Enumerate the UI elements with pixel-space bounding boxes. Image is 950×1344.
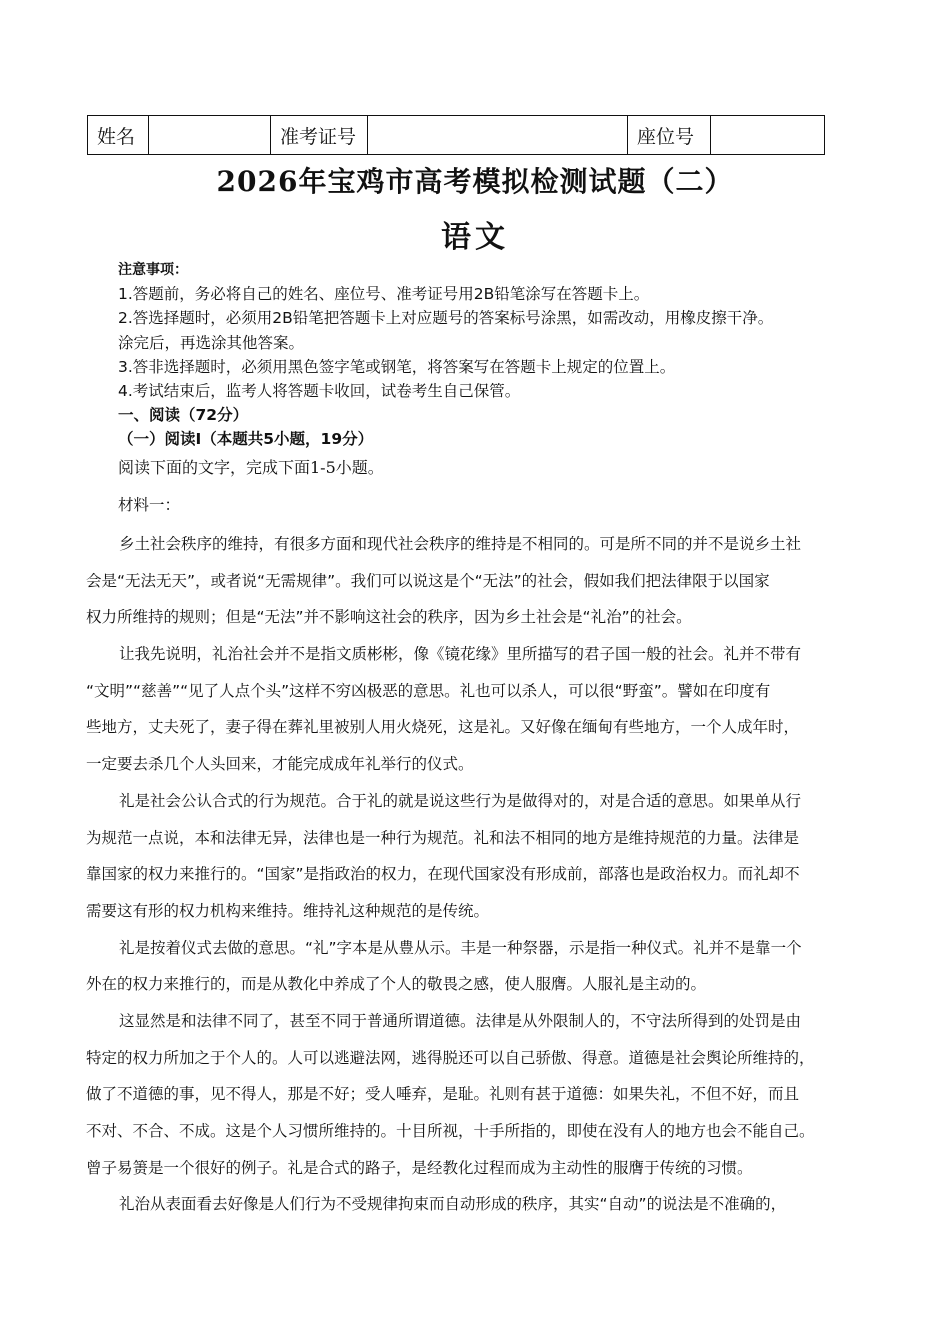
notice-item: 3.答非选择题时，必须用黑色签字笔或钢笔，将答案写在答题卡上规定的位置上。 [118, 357, 676, 376]
passage-line: 权力所维持的规则；但是“无法”并不影响这社会的秩序，因为乡土社会是“礼治”的社会。 [86, 608, 692, 627]
candidate-info-table [87, 115, 825, 155]
notice-heading: 注意事项： [118, 262, 188, 278]
passage-line: 靠国家的权力来推行的。“国家”是指政治的权力，在现代国家没有形成前，部落也是政治权力。而礼却不 [86, 865, 800, 884]
reading-instruction: 阅读下面的文字，完成下面1-5小题。 [118, 458, 384, 477]
notice-item: 1.答题前，务必将自己的姓名、座位号、准考证号用2B铅笔涂写在答题卡上。 [118, 285, 650, 304]
seat-field[interactable] [711, 116, 825, 155]
exam-id-label: 准考证号 [271, 116, 368, 155]
passage-line: 为规范一点说，本和法律无异，法律也是一种行为规范。礼和法不相同的地方是维持规范的力量。法律是 [86, 828, 800, 847]
exam-title: 2026年宝鸡市高考模拟检测试题（二） [216, 165, 734, 198]
passage-line: 礼是社会公认合式的行为规范。合于礼的就是说这些行为是做得对的，对是合适的意思。如果单从行 [119, 791, 802, 810]
notice-item: 4.考试结束后，监考人将答题卡收回，试卷考生自己保管。 [118, 382, 521, 401]
passage-line: 礼是按着仪式去做的意思。“礼”字本是从豊从示。丰是一种祭器，示是指一种仪式。礼并不是靠一个 [119, 938, 802, 957]
name-field[interactable] [149, 116, 271, 155]
passage-line: 需要这有形的权力机构来维持。维持礼这种规范的是传统。 [86, 901, 490, 920]
passage-line: 让我先说明，礼治社会并不是指文质彬彬，像《镜花缘》里所描写的君子国一般的社会。礼并不带有 [119, 645, 802, 664]
passage-line: 乡土社会秩序的维持，有很多方面和现代社会秩序的维持是不相同的。可是所不同的并不是说乡土社 [119, 535, 802, 553]
seat-label: 座位号 [628, 116, 711, 155]
passage-line: 特定的权力所加之于个人的。人可以逃避法网，逃得脱还可以自己骄傲、得意。道德是社会舆论所维持的， [86, 1048, 815, 1067]
passage-line: 礼治从表面看去好像是人们行为不受规律拘束而自动形成的秩序，其实“自动”的说法是不准确的， [119, 1195, 787, 1214]
passage-line: “文明”“慈善”“见了人点个头”这样不穷凶极恶的意思。礼也可以杀人，可以很“野蛮”。譬如在印度有 [86, 681, 771, 700]
exam-subject: 语文 [441, 220, 509, 255]
passage-line: 曾子易箦是一个很好的例子。礼是合式的路子，是经教化过程而成为主动性的服膺于传统的习惯。 [86, 1158, 753, 1177]
section-sub-one: （一）阅读Ⅰ（本题共5小题，19分） [118, 430, 374, 448]
notice-item: 涂完后，再选涂其他答案。 [118, 333, 305, 352]
section-part-one: 一、阅读（72分） [118, 406, 249, 424]
passage-line: 这显然是和法律不同了，甚至不同于普通所谓道德。法律是从外限制人的，不守法所得到的处罚是由 [119, 1011, 802, 1030]
passage-line: 外在的权力来推行的，而是从教化中养成了个人的敬畏之感，使人服膺。人服礼是主动的。 [86, 975, 707, 994]
notice-block [118, 258, 878, 403]
material-label: 材料一： [118, 496, 181, 514]
notice-item: 2.答选择题时，必须用2B铅笔把答题卡上对应题号的答案标号涂黑，如需改动，用橡皮擦干净。 [118, 309, 774, 328]
passage-text [86, 526, 866, 1223]
passage-line: 会是“无法无天”，或者说“无需规律”。我们可以说这是个“无法”的社会，假如我们把法律限于以国家 [86, 571, 770, 590]
exam-id-field[interactable] [368, 116, 628, 155]
passage-line: 不对、不合、不成。这是个人习惯所维持的。十目所视，十手所指的，即使在没有人的地方也会不能自己。 [86, 1122, 815, 1140]
passage-line: 一定要去杀几个人头回来，才能完成成年礼举行的仪式。 [86, 755, 474, 774]
passage-line: 些地方，丈夫死了，妻子得在葬礼里被别人用火烧死，这是礼。又好像在缅甸有些地方，一个人成年时， [86, 718, 800, 737]
passage-line: 做了不道德的事，见不得人，那是不好；受人唾弃，是耻。礼则有甚于道德：如果失礼，不但不好，而且 [86, 1085, 800, 1104]
name-label: 姓名 [88, 116, 149, 155]
